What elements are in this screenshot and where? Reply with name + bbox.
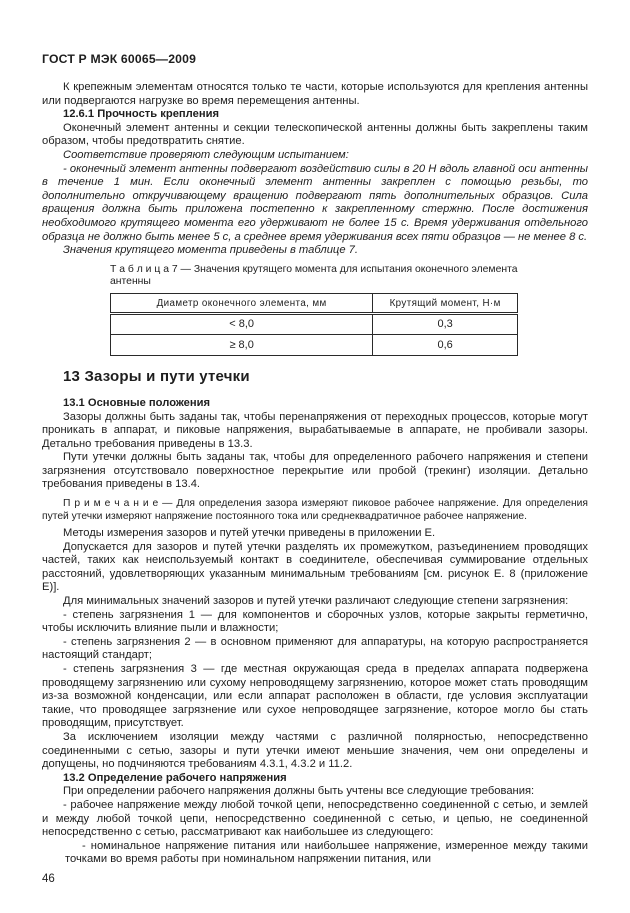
paragraph-separation-allowed: Допускается для зазоров и путей утечки разделять их промежутком, разъединением проводящих частей, таких как неиспользуемый контакт в соединителе, обеспечивая суммирование отдельных расстояний, удовлетворяющих указанным минимальным требованиям [см. рисунок Е. 8 (приложение Е)]. <box>42 540 588 594</box>
paragraph-creepage: Пути утечки должны быть заданы так, чтобы для определенного рабочего напряжения и степени загрязнения отсутствовало поверхностное перекрытие или пробой (трекинг) изоляции. Детально требования приведены в 13.4. <box>42 451 588 491</box>
table-7-caption: Т а б л и ц а 7 — Значения крутящего момента для испытания оконечного элемента антенны <box>110 263 518 288</box>
list-item-degree-1: - степень загрязнения 1 — для компонентов и сборочных узлов, которые закрыты герметично, чтобы исключить влияние пыли и влажности; <box>42 608 588 635</box>
table-cell-diameter-2: ≥ 8,0 <box>111 334 373 355</box>
paragraph-pollution-degrees: Для минимальных значений зазоров и путей утечки различают следующие степени загрязнения: <box>63 595 569 608</box>
list-item-nominal-voltage: - номинальное напряжение питания или наибольшее напряжение, измеренное между такими точками во время работы при номинальном напряжении питания, или <box>65 839 588 866</box>
heading-13-1: 13.1 Основные положения <box>63 396 211 409</box>
table-header-torque: Крутящий момент, Н·м <box>373 293 518 313</box>
paragraph-fixing: Оконечный элемент антенны и секции телескопической антенны должны быть закреплены таким образом, чтобы предотвратить снятие. <box>42 121 588 148</box>
heading-section-13: 13 Зазоры и пути утечки <box>63 367 250 385</box>
list-item-degree-2: - степень загрязнения 2 — в основном применяют для аппаратуры, на которую распространяется настоящий стандарт; <box>42 635 588 662</box>
note-paragraph: П р и м е ч а н и е — Для определения зазора измеряют пиковое рабочее напряжение. Для определения путей утечки измеряют напряжение постоянного тока или среднеквадратичное рабочее напряжение. <box>42 498 588 523</box>
table-cell-diameter-1: < 8,0 <box>111 313 373 334</box>
table-header-row <box>111 293 518 313</box>
table-row <box>111 334 518 355</box>
table-header-diameter: Диаметр оконечного элемента, мм <box>111 293 373 313</box>
heading-12-6-1: 12.6.1 Прочность крепления <box>63 108 220 121</box>
table-cell-torque-1: 0,3 <box>373 313 518 334</box>
standard-number-header: ГОСТ Р МЭК 60065—2009 <box>42 52 197 66</box>
table-cell-torque-2: 0,6 <box>373 334 518 355</box>
list-item-degree-3: - степень загрязнения 3 — где местная окружающая среда в пределах аппарата подвержена проводящему загрязнению или сухому непроводящему загрязнению, которое может стать проводящим из-за возможной конденсации, или если аппарат расположен в области, где условия эксплуатации такие, что проводящее загрязнение или сухое непроводящее загрязнение, которое могло бы стать проводящим, присутствует. <box>42 663 588 730</box>
paragraph-working-voltage: При определении рабочего напряжения должны быть учтены все следующие требования: <box>63 785 535 798</box>
paragraph-test-procedure-italic: - оконечный элемент антенны подвергают воздействию силы в 20 Н вдоль главной оси антенны в течение 1 мин. Если оконечный элемент антенны закреплен с помощью резьбы, то дополнительно откручивающему вращению подвергают пять дополнительных образцов. Сила вращения должна быть приложена постепенно к закрепленному стержню. После достижения необходимого крутящего момента его удерживают не более 15 с. Время удерживания отдельного образца не должно быть менее 5 с, а среднее время удерживания всех пяти образцов — не менее 8 с. <box>42 162 588 243</box>
paragraph-exception: За исключением изоляции между частями с различной полярностью, непосредственно соединенными с сетью, зазоры и пути утечки имеют меньшие значения, чем они определены и допущены, но подчиняются требованиям 4.3.1, 4.3.2 и 11.2. <box>42 730 588 771</box>
table-row <box>111 313 518 334</box>
table-7 <box>110 293 518 356</box>
paragraph-torque-values-italic: Значения крутящего момента приведены в таблице 7. <box>63 244 358 257</box>
paragraph-compliance-italic: Соответствие проверяют следующим испытанием: <box>63 148 349 161</box>
paragraph-methods: Методы измерения зазоров и путей утечки приведены в приложении Е. <box>63 527 436 540</box>
paragraph-clearances: Зазоры должны быть заданы так, чтобы перенапряжения от переходных процессов, которые могут проникать в аппарат, и пиковые напряжения, вырабатываемые в аппарате, не пробивали зазоры. Детально требования приведены в 13.3. <box>42 410 588 450</box>
heading-13-2: 13.2 Определение рабочего напряжения <box>63 771 287 784</box>
paragraph-intro: К крепежным элементам относятся только те части, которые используются для крепления антенны или подвергаются нагрузке во время перемещения антенны. <box>42 81 588 107</box>
list-item-voltage-between: - рабочее напряжение между любой точкой цепи, непосредственно соединенной с сетью, и землей и между любой точкой цепи, непосредственно соединенной с сетью, и цепью, не соединенной непосредственно с сетью, рассматривают как наибольшее из следующего: <box>42 798 588 839</box>
page-number: 46 <box>42 872 55 885</box>
